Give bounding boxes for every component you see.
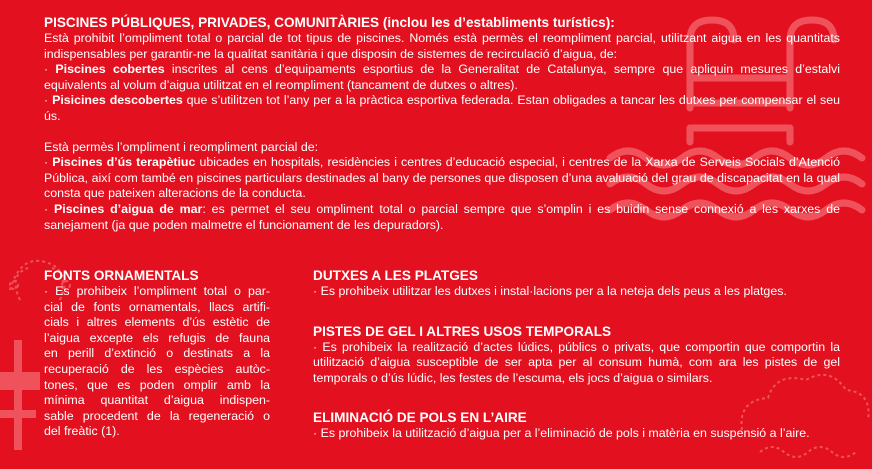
pools-title: PISCINES PÚBLIQUES, PRIVADES, COMUNITÀRIES (inclou les d’establiments turístics): <box>44 15 615 30</box>
pools-intro-2: Està permès l’ompliment i reompliment parcial de: <box>44 139 319 154</box>
fountains-line: recuperació de les espècies autòc- <box>44 361 270 376</box>
pools-item-therapeutic-label: Piscines d’ús terapètiuc <box>52 155 196 170</box>
pools-item-therapeutic: · Piscines d’ús terapètiuc ubicades en hospitals, residències i centres d’educació especial, i centres de la Xarxa de Serveis Socials d’Atenció Pública, així com també en piscines particulars destinades al bany de persones que disposen d’una avaluació del grau de discapacitat en la qual consta que pateixen alteracions de la conducta. <box>44 155 840 201</box>
pools-item-covered-text: inscrites al cens d’equipaments esportius de la Generalitat de Catalunya, sempre que apliquin mesures d’estalvi equivalents al volum d’aigua utilitzat en el reompliment (tancament de dutxes o altres). <box>44 62 840 92</box>
fountains-line: tones, que es poden omplir amb la <box>44 377 270 392</box>
showers-title: DUTXES A LES PLATGES <box>313 268 478 283</box>
pools-item-outdoor-label: Pisicines descobertes <box>52 93 183 108</box>
pools-item-seawater-text: : es permet el seu ompliment total o parcial sempre que s’omplin i es buidin sense connexió a les xarxes de sanejament (ja que poden malmetre el funcionament de les depuradors). <box>44 201 840 232</box>
fountains-section <box>44 267 270 440</box>
pools-item-outdoor-text: que s’utilitzen tot l’any per a la pràctica esportiva federada. Estan obligades a tancar les dutxes per compensar el seu ús. <box>44 93 840 123</box>
fountains-title: FONTS ORNAMENTALS <box>44 268 199 283</box>
showers-section <box>313 267 840 300</box>
fountains-line: · Es prohibeix l’ompliment total o par- <box>44 284 270 298</box>
fountains-line: mínima quantitat d’aigua indispen- <box>44 393 270 408</box>
pools-item-therapeutic-text: ubicades en hospitals, residències i centres d’educació especial, i centres de la Xarxa de Serveis Socials d’Atenció Pública, així com també en piscines particulars destinades al bany de persones que disposen d’una avaluació del grau de discapacitat en la qual consta que pateixen alteracions de la conducta. <box>44 155 840 201</box>
ice-rinks-section <box>313 323 840 387</box>
pools-intro: Està prohibit l’ompliment total o parcial de tot tipus de piscines. Només està permès el reompliment parcial, utilitzant aigua en les quantitats indispensables per garantir-ne la qualitat sanitària i que disposin de sistemes de recirculació d’aigua, de: <box>44 31 840 61</box>
dust-section <box>313 409 840 442</box>
dust-title: ELIMINACIÓ DE POLS EN L’AIRE <box>313 410 527 426</box>
dust-text: · Es prohibeix la utilització d’aigua per a l’eliminació de pols i matèria en suspensió a l’aire. <box>313 426 810 441</box>
pools-item-seawater: · Piscines d’aigua de mar: es permet el seu ompliment total o parcial sempre que s’omplin i es buidin sense connexió a les xarxes de sanejament (ja que poden malmetre el funcionament de les depuradors). <box>44 201 840 232</box>
fountains-line: cial de fonts ornamentals, llacs artifi- <box>44 299 270 314</box>
pools-item-covered: · Piscines cobertes inscrites al cens d’equipaments esportius de la Generalitat de Catalunya, sempre que apliquin mesures d’estalvi equivalents al volum d’aigua utilitzat en el reompliment (tancament de dutxes o altres). <box>44 62 840 92</box>
fountains-line: l’aigua excepte els refugis de fauna <box>44 330 270 345</box>
right-column <box>313 267 840 465</box>
pools-item-covered-label: Piscines cobertes <box>55 62 165 77</box>
fountains-line: cials i altres elements d’ús estètic de <box>44 315 270 330</box>
fountains-line: sable procedent de la regeneració o <box>44 408 270 423</box>
pools-section <box>44 14 840 233</box>
pools-item-seawater-label: Piscines d’aigua de mar <box>53 201 203 216</box>
fountains-line: del freàtic (1). <box>44 424 120 439</box>
ice-rinks-title: PISTES DE GEL I ALTRES USOS TEMPORALS <box>313 323 612 339</box>
ice-rinks-text: · Es prohibeix la realització d’actes lúdics, públics o privats, que comportin que comportin la utilització d’aigua susceptible de ser apta per al consum humà, com ara les pistes de gel temporals o d’ús lúdic, les festes de l’escuma, els jocs d’aigua o similars. <box>313 339 840 385</box>
fountains-line: en perill d’extinció o destinats a la <box>44 346 270 361</box>
pools-item-outdoor: · Pisicines descobertes que s’utilitzen tot l’any per a la pràctica esportiva federada. Estan obligades a tancar les dutxes per compensar el seu ús. <box>44 93 840 123</box>
showers-text: · Es prohibeix utilitzar les dutxes i instal·lacions per a la neteja dels peus a les platges. <box>313 284 787 298</box>
